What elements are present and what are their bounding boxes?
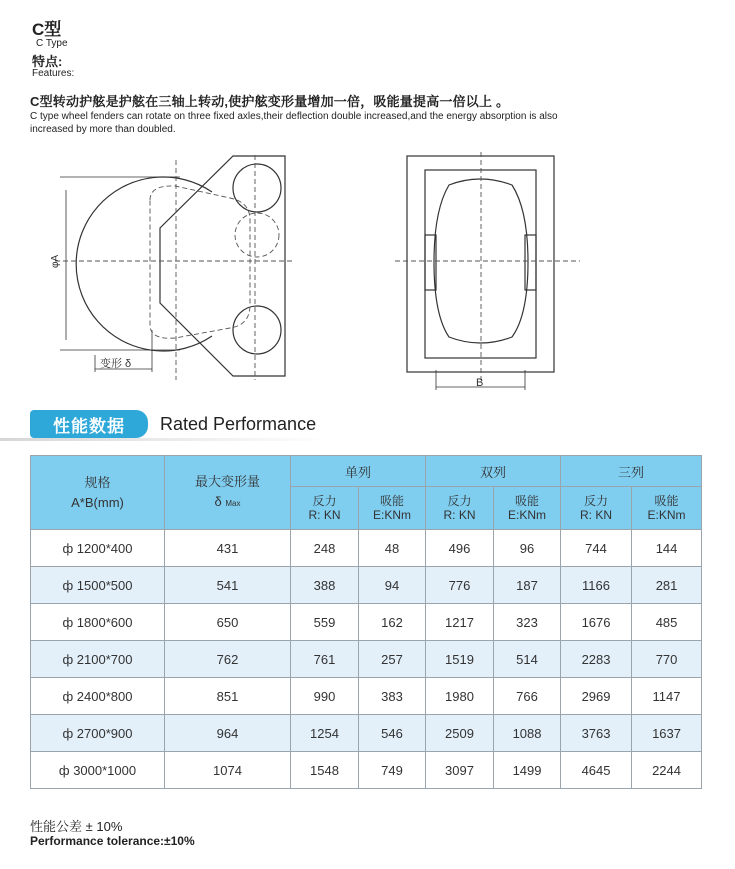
cell-e3: 1637 [632, 715, 702, 752]
cell-r1: 1548 [291, 752, 359, 789]
cell-e2: 766 [494, 678, 561, 715]
cell-r3: 4645 [561, 752, 632, 789]
features-en: Features: [32, 68, 75, 79]
cell-spec: ф 2700*900 [31, 715, 165, 752]
header-double: 双列 [426, 456, 561, 487]
phi-a-label: φA [50, 254, 61, 268]
performance-table [30, 455, 702, 789]
cell-max: 431 [165, 530, 291, 567]
cell-e2: 187 [494, 567, 561, 604]
header-triple: 三列 [561, 456, 702, 487]
cell-r2: 1519 [426, 641, 494, 678]
cell-r3: 1676 [561, 604, 632, 641]
cell-r1: 761 [291, 641, 359, 678]
main-wheel-outline [76, 177, 212, 351]
table-row [31, 567, 702, 604]
tolerance-cn: 性能公差 ± 10% [30, 819, 123, 834]
cell-max: 650 [165, 604, 291, 641]
title-cn: C型 [32, 20, 62, 39]
cell-max: 964 [165, 715, 291, 752]
side-frame-inner [425, 170, 536, 358]
cell-r1: 990 [291, 678, 359, 715]
cell-r3: 744 [561, 530, 632, 567]
cell-r1: 248 [291, 530, 359, 567]
cell-spec: ф 2100*700 [31, 641, 165, 678]
deflection-label: 变形 δ [100, 358, 132, 370]
table-row [31, 604, 702, 641]
cell-r3: 1166 [561, 567, 632, 604]
cell-e1: 383 [359, 678, 426, 715]
cell-e3: 144 [632, 530, 702, 567]
cell-max: 851 [165, 678, 291, 715]
description-cn: C型转动护舷是护舷在三轴上转动,使护舷变形量增加一倍，吸能量提高一倍以上 。 [30, 94, 510, 109]
cell-e2: 96 [494, 530, 561, 567]
header-force: 反力 R: KN [561, 487, 632, 530]
header-energy: 吸能 E:KNm [632, 487, 702, 530]
cell-spec: ф 1200*400 [31, 530, 165, 567]
cell-e1: 48 [359, 530, 426, 567]
fender-frame [160, 156, 285, 376]
cell-e3: 770 [632, 641, 702, 678]
table-row [31, 641, 702, 678]
cell-e1: 749 [359, 752, 426, 789]
section-title-en: Rated Performance [160, 414, 317, 434]
cell-e1: 162 [359, 604, 426, 641]
cell-e2: 514 [494, 641, 561, 678]
section-badge: 性能数据 [30, 410, 148, 438]
header-force: 反力 R: KN [291, 487, 359, 530]
deflection-outline [150, 186, 250, 338]
cell-e1: 94 [359, 567, 426, 604]
header-energy: 吸能 E:KNm [359, 487, 426, 530]
cell-r2: 2509 [426, 715, 494, 752]
cell-r3: 3763 [561, 715, 632, 752]
cell-max: 1074 [165, 752, 291, 789]
cell-spec: ф 1800*600 [31, 604, 165, 641]
technical-drawing [0, 140, 735, 405]
tolerance-en: Performance tolerance:±10% [30, 834, 195, 848]
table-row [31, 752, 702, 789]
cell-r1: 388 [291, 567, 359, 604]
cell-e3: 485 [632, 604, 702, 641]
cell-r2: 496 [426, 530, 494, 567]
header-single: 单列 [291, 456, 426, 487]
cell-r3: 2969 [561, 678, 632, 715]
cell-e1: 257 [359, 641, 426, 678]
section-divider [0, 438, 330, 441]
cell-spec: ф 2400*800 [31, 678, 165, 715]
table-row [31, 715, 702, 752]
cell-r2: 3097 [426, 752, 494, 789]
cell-e1: 546 [359, 715, 426, 752]
features-cn: 特点: [32, 54, 63, 69]
side-frame-outer [407, 156, 554, 372]
cell-r1: 559 [291, 604, 359, 641]
b-label: B [476, 377, 484, 389]
cell-r2: 1980 [426, 678, 494, 715]
header-spec: 规格 A*B(mm) [31, 456, 165, 530]
cell-max: 762 [165, 641, 291, 678]
cell-r1: 1254 [291, 715, 359, 752]
description-en: C type wheel fenders can rotate on three fixed axles,their deflection double increased,and the energy absorption is also increased by more than doubled. [30, 111, 558, 135]
header-energy: 吸能 E:KNm [494, 487, 561, 530]
table-row [31, 678, 702, 715]
cell-r3: 2283 [561, 641, 632, 678]
cell-r2: 776 [426, 567, 494, 604]
cell-spec: ф 1500*500 [31, 567, 165, 604]
header-max-deflection: 最大变形量 δ Max [165, 456, 291, 530]
cell-spec: ф 3000*1000 [31, 752, 165, 789]
cell-max: 541 [165, 567, 291, 604]
lower-small-wheel [233, 306, 281, 354]
cell-e2: 323 [494, 604, 561, 641]
cell-e3: 2244 [632, 752, 702, 789]
header-force: 反力 R: KN [426, 487, 494, 530]
cell-r2: 1217 [426, 604, 494, 641]
cell-e3: 1147 [632, 678, 702, 715]
cell-e2: 1088 [494, 715, 561, 752]
cell-e3: 281 [632, 567, 702, 604]
title-en: C Type [36, 38, 68, 49]
cell-e2: 1499 [494, 752, 561, 789]
table-row [31, 530, 702, 567]
upper-small-wheel [233, 164, 281, 212]
